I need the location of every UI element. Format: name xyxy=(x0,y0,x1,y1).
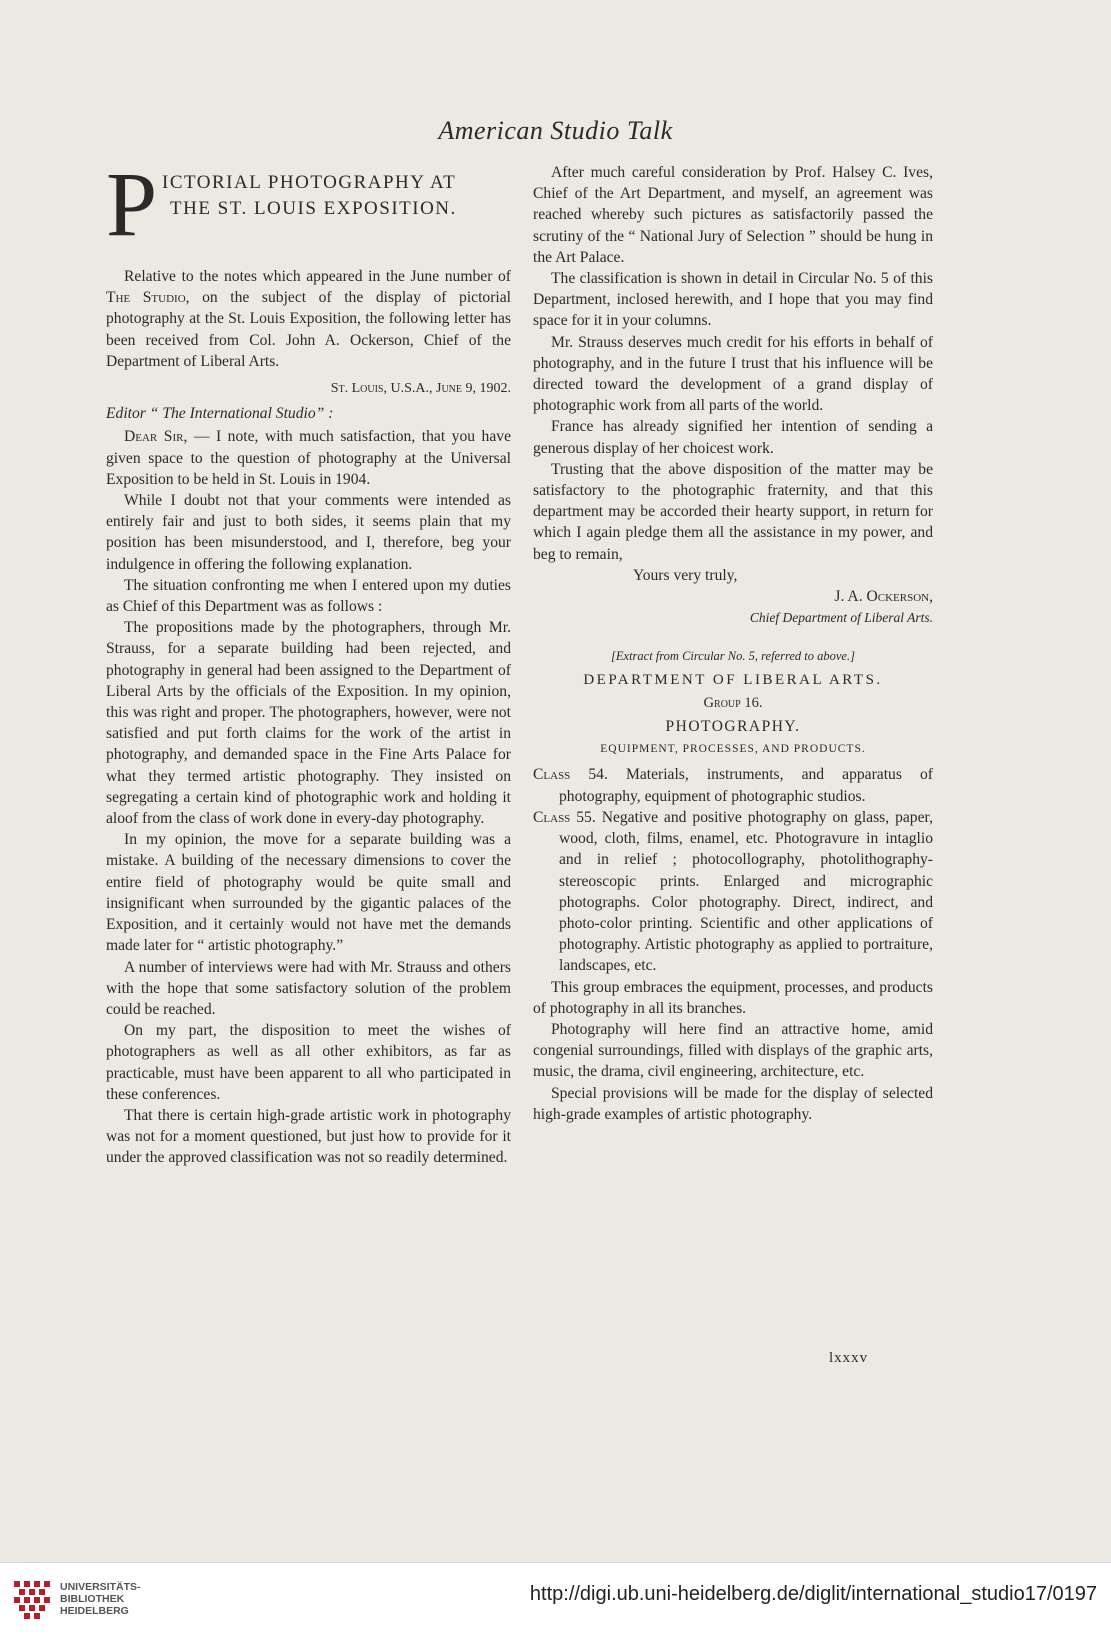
article-title xyxy=(106,153,511,266)
letter-paragraph-8: That there is certain high-grade artistic work in photography was not for a moment questioned, but just how to provide for it under the approved classification was not so readily determined. xyxy=(106,1106,511,1167)
letter-paragraph-1: Dear Sir, — I note, with much satisfaction, that you have given space to the question of photography at the Universal Exposition to be held in St. Louis in 1904. xyxy=(106,428,511,488)
class-55-entry: Class 55. Negative and positive photography on glass, paper, wood, cloth, films, enamel, etc. Photogravure in intaglio and in relief ; photocollography, photolithography-stereoscopic prints. Enlarged and micrographic photographs. Color photography. Direct, indirect, and photo-color printing. Scientific and other applications of photography. Artistic photography as applied to portraiture, landscapes, etc. xyxy=(533,808,933,975)
running-head: American Studio Talk xyxy=(438,116,673,145)
letter-paragraph-13: Trusting that the above disposition of the matter may be satisfactory to the photographic fraternity, and that this department may be accorded their hearty support, in return for which I again pledge them all the assistance in my power, and beg to remain, xyxy=(533,460,933,563)
footer-bar xyxy=(0,1562,1111,1641)
title-line-1: ICTORIAL PHOTOGRAPHY AT xyxy=(162,172,457,193)
equipment-subheading: EQUIPMENT, PROCESSES, AND PRODUCTS. xyxy=(600,743,866,756)
title-line-2: THE ST. LOUIS EXPOSITION. xyxy=(170,198,457,219)
university-library-logo-icon xyxy=(10,1577,54,1621)
magazine-name: The Studio xyxy=(106,289,186,307)
dateline: St. Louis, U.S.A., June 9, 1902. xyxy=(330,381,511,397)
intro-paragraph: Relative to the notes which appeared in the June number of The Studio, on the subject of the display of pictorial photography at the St. Louis Exposition, the following letter has been received from Col. John A. Ockerson, Chief of the Department of Liberal Arts. xyxy=(106,268,511,370)
drop-cap: P xyxy=(106,153,158,255)
circular-paragraph-special: Special provisions will be made for the display of selected high-grade examples of artistic photography. xyxy=(533,1084,933,1123)
extract-note: [Extract from Circular No. 5, referred to above.] xyxy=(611,649,855,664)
letter-paragraph-9: After much careful consideration by Prof. Halsey C. Ives, Chief of the Art Department, and myself, an agreement was reached whereby such pictures as satisfactorily passed the scrutiny of the “ National Jury of Selection ” should be hung in the Art Palace. xyxy=(533,164,933,266)
photography-heading: PHOTOGRAPHY. xyxy=(665,718,801,736)
letter-paragraph-12: France has already signified her intention of sending a generous display of her choicest work. xyxy=(533,418,933,457)
letter-paragraph-11: Mr. Strauss deserves much credit for his efforts in behalf of photography, and in the future I trust that his influence will be directed toward the development of a grand display of photographic work from all parts of the world. xyxy=(533,333,933,415)
source-url-link[interactable]: http://digi.ub.uni-heidelberg.de/diglit/international_studio17/0197 xyxy=(529,1583,1097,1605)
letter-paragraph-4: The propositions made by the photographers, through Mr. Strauss, for a separate building had been rejected, and photography in general had been assigned to the Department of Liberal Arts by the officials of the Exposition. In my opinion, this was right and proper. The photographers, however, were not satisfied and put forth claims for the work of the artist in photography, and demanded space in the Fine Arts Palace for what they termed artistic photography. They insisted on segregating a certain kind of photographic work and holding it aloof from the class of work done in every-day photography. xyxy=(106,619,511,828)
letter-paragraph-5: In my opinion, the move for a separate building was a mistake. A building of the necessary dimensions to cover the entire field of photography would be quite small and insignificant when surrounded by the gigantic palaces of the Exposition, and it certainly would not have met the demands made later for “ artistic photography.” xyxy=(106,831,511,955)
library-name: UNIVERSITÄTS- BIBLIOTHEK HEIDELBERG xyxy=(60,1581,141,1617)
left-column xyxy=(106,153,511,1169)
letter-paragraph-7: On my part, the disposition to meet the wishes of photographers as well as all other exhibitors, as far as practicable, must have been apparent to all who participated in these conferences. xyxy=(106,1022,511,1103)
page-number: lxxxv xyxy=(829,1350,869,1366)
signature: J. A. Ockerson, xyxy=(834,588,933,606)
circular-paragraph-group: This group embraces the equipment, processes, and products of photography in all its branches. xyxy=(533,978,933,1017)
group-heading: Group 16. xyxy=(703,694,763,711)
class-54-entry: Class 54. Materials, instruments, and apparatus of photography, equipment of photographic studios. xyxy=(533,766,933,805)
closing: Yours very truly, xyxy=(633,566,738,584)
salutation: Editor “ The International Studio” : xyxy=(106,405,334,423)
department-heading: DEPARTMENT OF LIBERAL ARTS. xyxy=(583,671,883,688)
class-54-label: Class 54. xyxy=(533,766,608,784)
signature-title: Chief Department of Liberal Arts. xyxy=(749,610,933,626)
dear-sir: Dear Sir, xyxy=(124,428,188,446)
letter-paragraph-10: The classification is shown in detail in Circular No. 5 of this Department, inclosed herewith, and I hope that you may find space for it in your columns. xyxy=(533,270,933,330)
letter-paragraph-2: While I doubt not that your comments were intended as entirely fair and just to both sides, it seems plain that my position has been misunderstood, and I, therefore, beg your indulgence in offering the following explanation. xyxy=(106,492,511,573)
letter-paragraph-3: The situation confronting me when I entered upon my duties as Chief of this Department was as follows : xyxy=(106,576,511,616)
circular-paragraph-home: Photography will here find an attractive home, amid congenial surroundings, filled with displays of the graphic arts, music, the drama, civil engineering, architecture, etc. xyxy=(533,1020,933,1081)
letter-paragraph-6: A number of interviews were had with Mr. Strauss and others with the hope that some satisfactory solution of the problem could be reached. xyxy=(106,958,511,1018)
right-column xyxy=(533,162,933,1125)
class-55-label: Class 55. xyxy=(533,808,596,826)
